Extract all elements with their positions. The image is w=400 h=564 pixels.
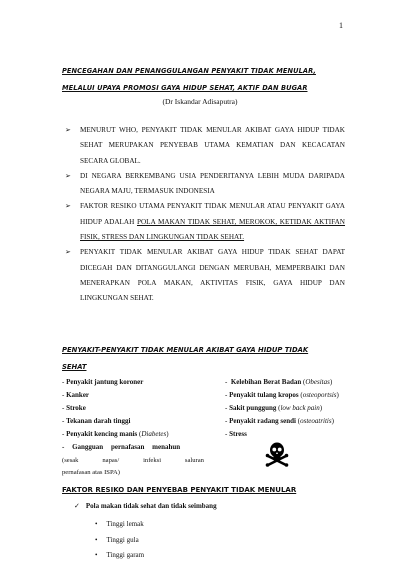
author: (Dr Iskandar Adisaputra) bbox=[162, 97, 238, 106]
disease-item: - Gangguan pernafasan menahun bbox=[62, 443, 181, 452]
section-heading-diseases: PENYAKIT-PENYAKIT TIDAK MENULAR AKIBAT GAYA HIDUP TIDAK bbox=[62, 346, 309, 354]
checklist-item: ✓ Pola makan tidak sehat dan tidak seimbang bbox=[74, 502, 217, 510]
arrow-bullet-icon: ➢ bbox=[65, 202, 71, 211]
disease-list-right bbox=[225, 376, 355, 441]
disease-item: - Kelebihan Berat Badan (Obesitas) bbox=[225, 378, 333, 386]
key-point-underlined-text: POLA MAKAN TIDAK SEHAT, MEROKOK, KETIDAK AKTIFAN FISIK, STRESS DAN LINGKUNGAN TIDAK SEHAT. bbox=[80, 217, 346, 242]
disease-item: - Kanker bbox=[62, 391, 90, 400]
document-title-line-1: PENCEGAHAN DAN PENANGGULANGAN PENYAKIT TIDAK MENULAR, bbox=[62, 67, 316, 75]
document-title-line-2: MELALUI UPAYA PROMOSI GAYA HIDUP SEHAT, AKTIF DAN BUGAR bbox=[62, 84, 308, 92]
key-point-text: PENYAKIT TIDAK MENULAR AKIBAT GAYA HIDUP TIDAK SEHAT DAPAT DICEGAH DAN DITANGGULANGI DENGAN MERUBAH, MEMPERBAIKI DAN MENERAPKAN POLA MAKAN, AKTIVITAS FISIK, GAYA HIDUP DAN LINGKUNGAN SEHAT. bbox=[80, 248, 345, 303]
key-point bbox=[65, 123, 345, 169]
key-point-text: FAKTOR RESIKO UTAMA PENYAKIT TIDAK MENULAR ATAU PENYAKIT GAYA HIDUP ADALAH bbox=[80, 202, 345, 226]
disease-item: - Penyakit tulang kropos (osteoportsis) bbox=[225, 391, 339, 400]
list-item: • Tinggi garam bbox=[95, 548, 144, 564]
key-point-text: MENURUT WHO, PENYAKIT TIDAK MENULAR AKIBAT GAYA HIDUP TIDAK SEHAT MERUPAKAN PENYEBAB UTAMA KEMATIAN DAN KECACATAN SECARA GLOBAL. bbox=[80, 126, 345, 165]
key-point bbox=[65, 169, 345, 200]
disease-item: - Penyakit kencing manis (Diabetes) bbox=[62, 430, 169, 439]
disease-item: - Stroke bbox=[62, 404, 86, 413]
section-heading-diseases-cont: SEHAT bbox=[62, 363, 87, 371]
disease-item: - Penyakit radang sendi (osteoatritis) bbox=[225, 417, 334, 426]
list-item: • Tinggi lemak bbox=[95, 517, 144, 533]
key-point-text: DI NEGARA BERKEMBANG USIA PENDERITANYA LEBIH MUDA DARIPADA NEGARA MAJU, TERMASUK INDONESIA bbox=[80, 171, 345, 196]
disease-item: - Penyakit jantung koroner bbox=[62, 378, 144, 386]
disease-item: - Sakit punggung (low back pain) bbox=[225, 404, 323, 413]
disease-item: - Tekanan darah tinggi bbox=[62, 417, 131, 426]
arrow-bullet-icon: ➢ bbox=[65, 171, 71, 180]
disease-item: - Stress bbox=[225, 430, 247, 439]
disease-list-left bbox=[62, 376, 204, 479]
list-item: • Tinggi gula bbox=[95, 533, 144, 549]
key-points-list bbox=[65, 123, 345, 307]
key-point bbox=[65, 199, 345, 245]
checkmark-icon: ✓ bbox=[74, 502, 80, 510]
key-point bbox=[65, 245, 345, 306]
risk-sub-list bbox=[95, 517, 144, 564]
section-heading-risk-factors: FAKTOR RESIKO DAN PENYEBAB PENYAKIT TIDAK MENULAR bbox=[62, 486, 297, 494]
skull-crossbones-icon bbox=[264, 441, 290, 467]
disease-item-detail: (sesak napas/ infeksi saluran pernafasan atas ISPA) bbox=[62, 456, 204, 476]
arrow-bullet-icon: ➢ bbox=[65, 126, 71, 134]
page-number: 1 bbox=[339, 21, 343, 30]
arrow-bullet-icon: ➢ bbox=[65, 248, 71, 257]
